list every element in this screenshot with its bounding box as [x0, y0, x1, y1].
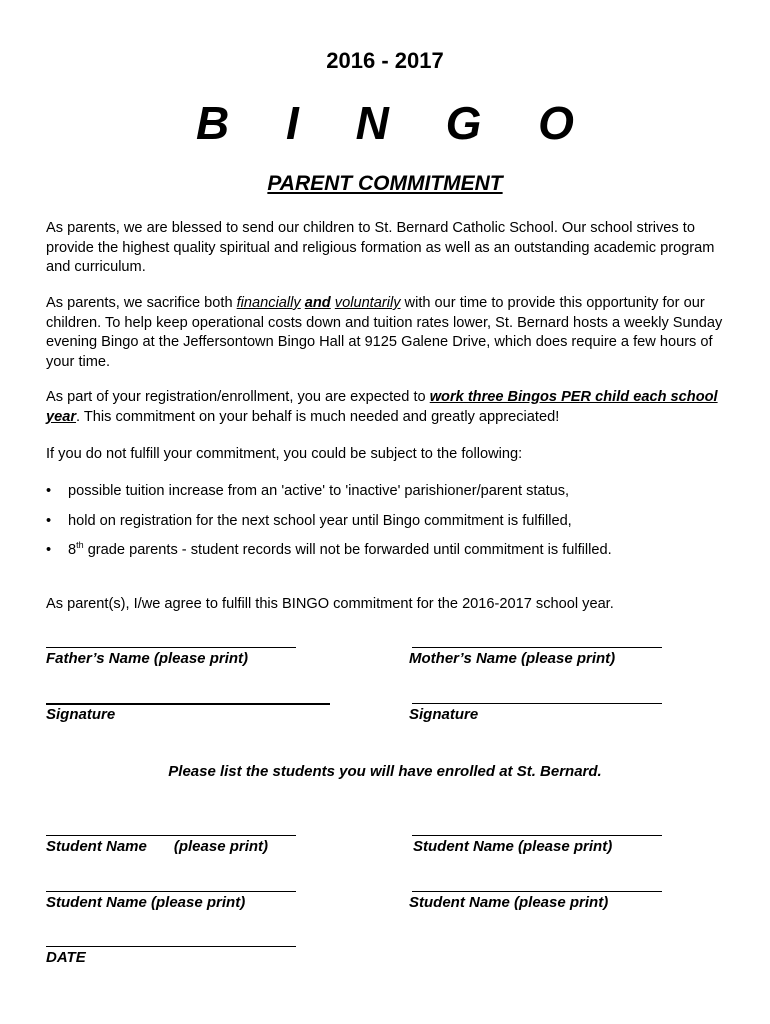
father-name-label: Father’s Name (please print): [46, 650, 249, 667]
signature-label-right: Signature: [409, 706, 479, 723]
student-name-line-2[interactable]: [412, 835, 662, 836]
consequences-list: [46, 482, 736, 571]
sacrifice-paragraph: [46, 294, 736, 372]
signature-label-left: Signature: [46, 706, 116, 723]
p3-text-end: . This commitment on your behalf is much needed and greatly appreciated!: [76, 408, 560, 425]
date-line[interactable]: [46, 946, 296, 947]
date-label: DATE: [46, 949, 86, 966]
grade-suffix: th: [76, 540, 84, 550]
signature-line-right[interactable]: [412, 703, 662, 704]
consequences-intro: If you do not fulfill your commitment, you could be subject to the following:: [46, 446, 523, 462]
student-name-label-3: Student Name (please print): [46, 894, 246, 911]
father-name-line[interactable]: [46, 647, 296, 648]
and-emphasis: and: [304, 295, 331, 311]
grade-number: 8: [68, 542, 77, 558]
please-print-text: (please print): [173, 838, 269, 855]
student-name-label-2: Student Name (please print): [413, 838, 613, 855]
student-name-label-1: [46, 838, 268, 855]
list-item: • possible tuition increase from an 'active' to 'inactive' parishioner/parent status,: [46, 482, 736, 502]
mother-name-label: Mother’s Name (please print): [409, 650, 616, 667]
expectation-paragraph: [46, 388, 736, 427]
intro-paragraph: As parents, we are blessed to send our children to St. Bernard Catholic School. Our school strives to provide the highest quality spiritual and religious formation as well as an outstanding academic program and curriculum.: [46, 220, 715, 275]
list-item: [46, 541, 736, 561]
agreement-statement: As parent(s), I/we agree to fulfill this BINGO commitment for the 2016-2017 school year.: [46, 596, 614, 612]
student-name-line-1[interactable]: [46, 835, 296, 836]
year-heading: 2016 - 2017: [326, 48, 444, 73]
p2-text-end: with our time to provide this opportunity for our children. To help keep operational costs down and tuition rates lower, St. Bernard hosts a weekly Sunday evening Bingo at the Jeffersontown Bingo Hall at 9125 Galene Drive, which does require a few hours of your time.: [46, 295, 723, 370]
mother-name-line[interactable]: [412, 647, 662, 648]
signature-line-left[interactable]: [46, 703, 330, 705]
voluntarily-emphasis: voluntarily: [334, 295, 401, 311]
p2-text-start: As parents, we sacrifice both: [46, 295, 237, 311]
p3-text-start: As part of your registration/enrollment, you are expected to: [46, 389, 430, 405]
financially-emphasis: financially: [236, 295, 301, 311]
student-name-text: Student Name: [46, 838, 147, 855]
parent-commitment-subtitle: PARENT COMMITMENT: [267, 172, 503, 195]
student-name-label-4: Student Name (please print): [409, 894, 609, 911]
student-name-line-3[interactable]: [46, 891, 296, 892]
student-name-line-4[interactable]: [412, 891, 662, 892]
list-item-text: grade parents - student records will not be forwarded until commitment is fulfilled.: [83, 542, 612, 558]
work-three-bingos-emphasis: work three Bingos PER child each school year: [46, 389, 718, 425]
bingo-title: B I N G O: [196, 97, 596, 149]
students-instruction: Please list the students you will have enrolled at St. Bernard.: [168, 763, 602, 780]
list-item: • hold on registration for the next school year until Bingo commitment is fulfilled,: [46, 512, 736, 532]
